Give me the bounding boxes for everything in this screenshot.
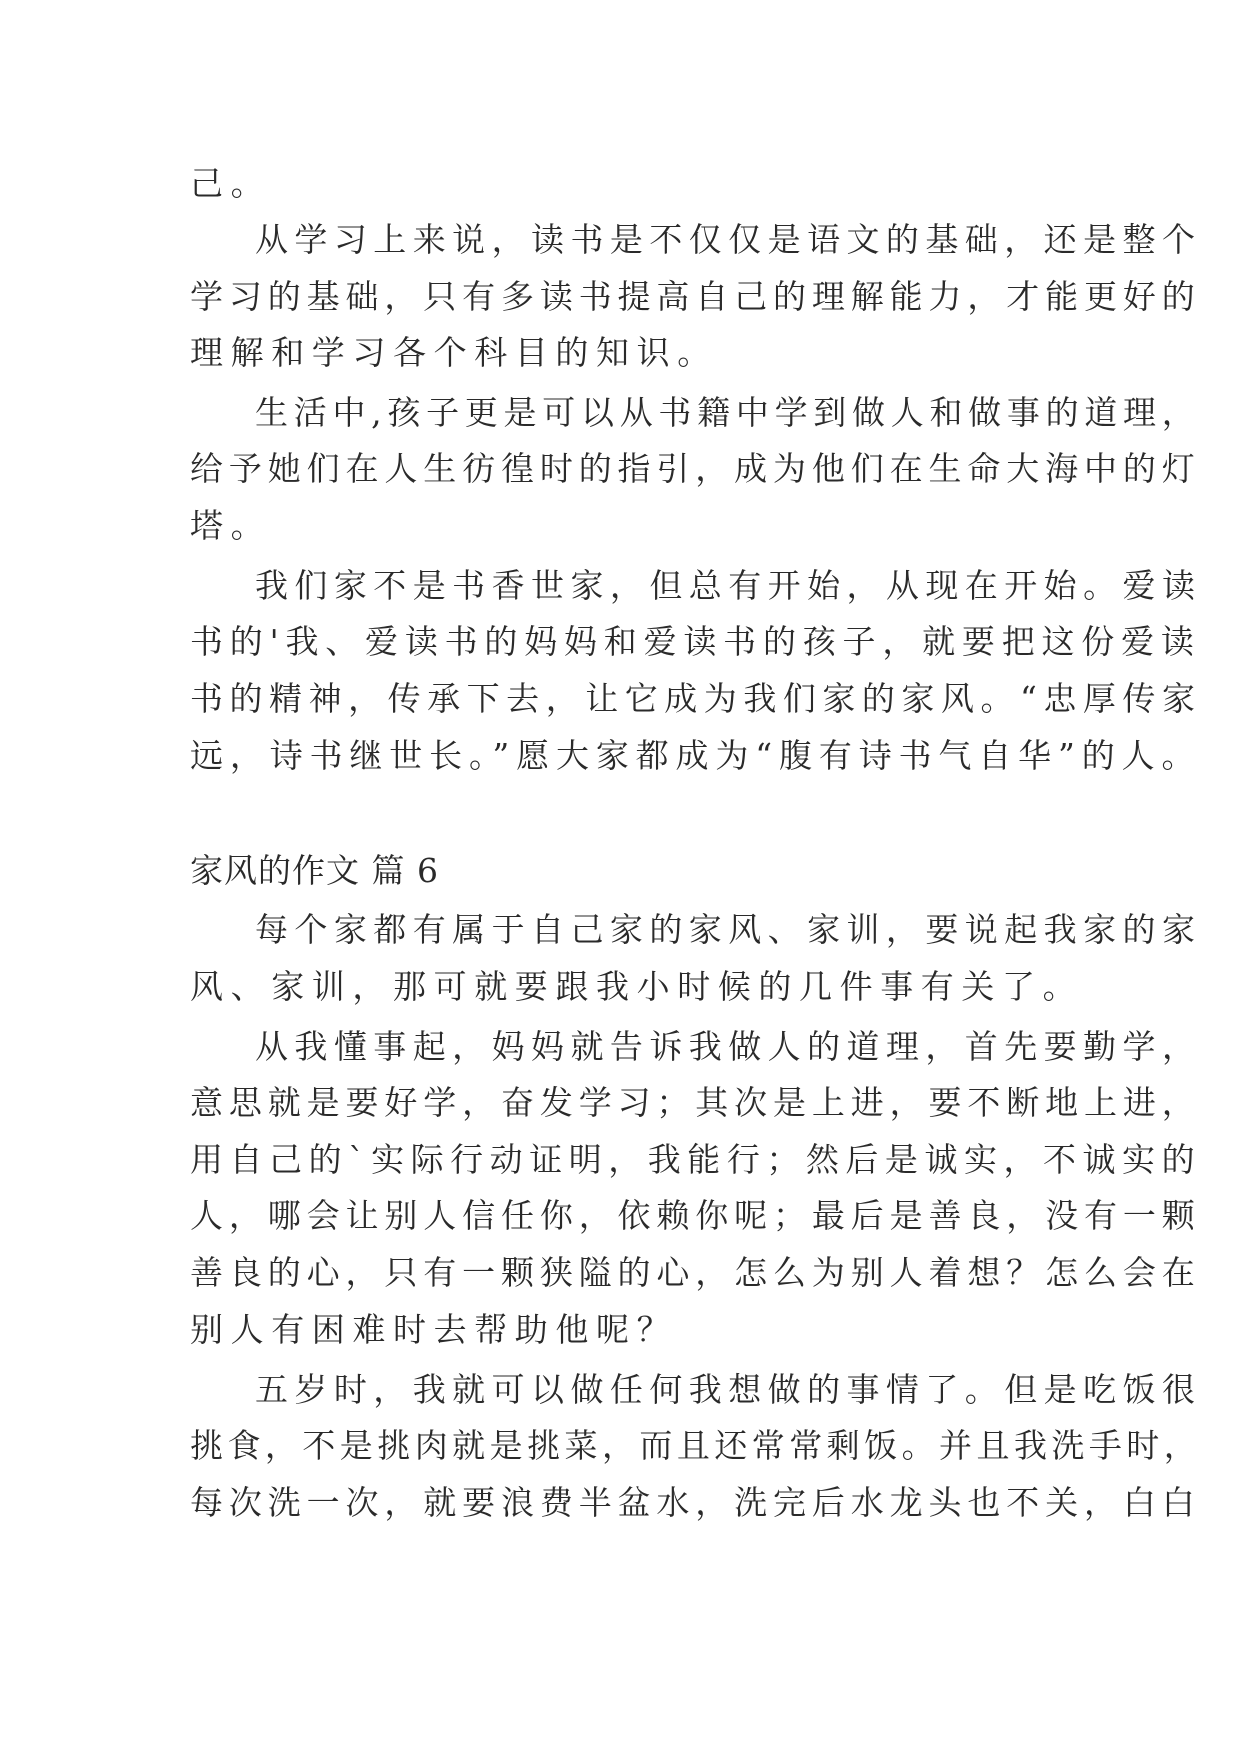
text-line: 意思就是要好学，奋发学习；其次是上进，要不断地上进， — [190, 1083, 1201, 1122]
text-line: 书的'我、爱读书的妈妈和爱读书的孩子，就要把这份爱读 — [190, 622, 1201, 661]
text-line: 用自己的`实际行动证明，我能行；然后是诚实，不诚实的 — [190, 1140, 1202, 1179]
text-line: 善良的心，只有一颗狭隘的心，怎么为别人着想？怎么会在 — [190, 1253, 1201, 1292]
paragraph-first-line: 我们家不是书香世家，但总有开始，从现在开始。爱读 — [255, 566, 1202, 605]
text-line: 己。 — [190, 164, 272, 203]
paragraph-first-line: 从我懂事起，妈妈就告诉我做人的道理，首先要勤学， — [255, 1027, 1202, 1066]
paragraph-first-line: 从学习上来说，读书是不仅仅是语文的基础，还是整个 — [255, 220, 1202, 259]
text-line: 给予她们在人生彷徨时的指引，成为他们在生命大海中的灯 — [190, 449, 1201, 488]
text-line: 远，诗书继世长。”愿大家都成为“腹有诗书气自华”的人。 — [190, 736, 1202, 775]
text-line: 每次洗一次，就要浪费半盆水，洗完后水龙头也不关，白白 — [190, 1483, 1201, 1522]
text-line: 人，哪会让别人信任你，依赖你呢；最后是善良，没有一颗 — [190, 1196, 1201, 1235]
text-line: 挑食，不是挑肉就是挑菜，而且还常常剩饭。并且我洗手时， — [190, 1426, 1202, 1465]
text-line: 别人有困难时去帮助他呢？ — [190, 1310, 678, 1349]
text-line: 学习的基础，只有多读书提高自己的理解能力，才能更好的 — [190, 277, 1201, 316]
paragraph-first-line: 每个家都有属于自己家的家风、家训，要说起我家的家 — [255, 910, 1202, 949]
text-line: 理解和学习各个科目的知识。 — [190, 333, 718, 372]
text-line: 塔。 — [190, 506, 272, 545]
paragraph-first-line: 五岁时，我就可以做任何我想做的事情了。但是吃饭很 — [255, 1370, 1202, 1409]
text-line: 书的精神，传承下去，让它成为我们家的家风。“忠厚传家 — [190, 679, 1202, 718]
section-heading: 家风的作文 篇 6 — [190, 851, 439, 890]
paragraph-first-line: 生活中,孩子更是可以从书籍中学到做人和做事的道理， — [255, 393, 1201, 432]
text-line: 风、家训，那可就要跟我小时候的几件事有关了。 — [190, 967, 1084, 1006]
